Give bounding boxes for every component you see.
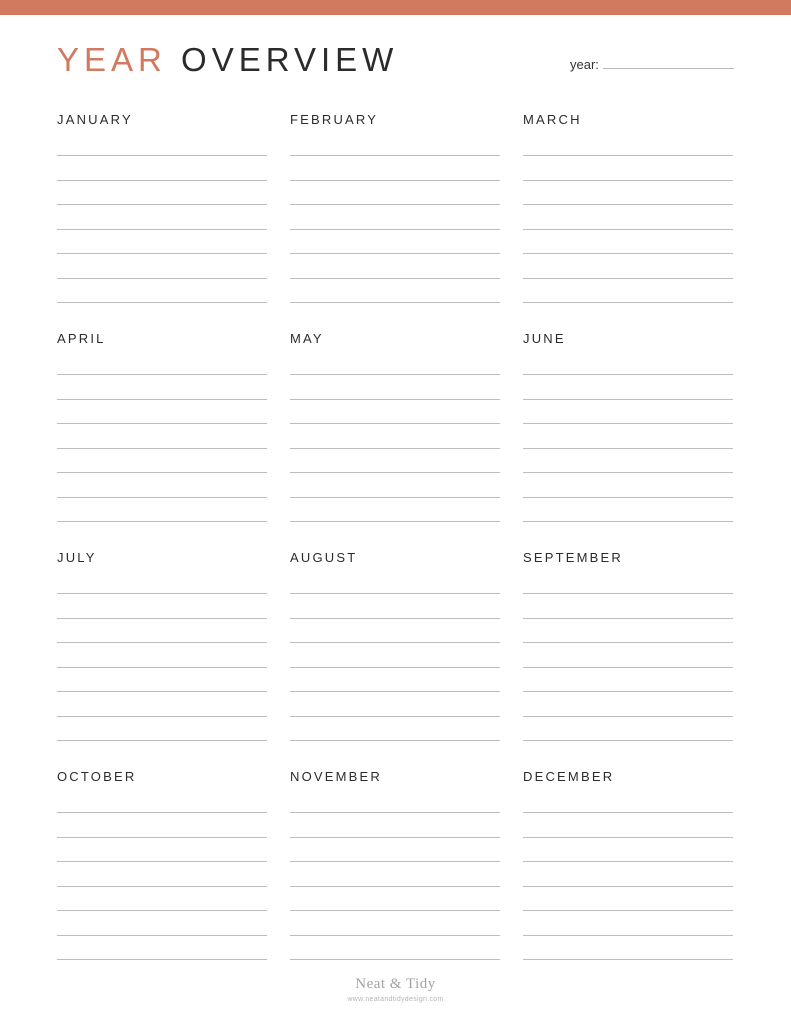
month-entry-line[interactable]: [57, 837, 267, 838]
month-entry-line[interactable]: [523, 740, 733, 741]
month-name: AUGUST: [290, 550, 358, 565]
month-name: FEBRUARY: [290, 112, 379, 127]
month-entry-line[interactable]: [57, 959, 267, 960]
month-entry-line[interactable]: [57, 691, 267, 692]
month-entry-line[interactable]: [57, 423, 267, 424]
month-entry-line[interactable]: [57, 448, 267, 449]
month-name: SEPTEMBER: [523, 550, 623, 565]
month-entry-line[interactable]: [290, 837, 500, 838]
month-entry-line[interactable]: [523, 278, 733, 279]
month-block-january: [57, 112, 267, 304]
month-entry-line[interactable]: [290, 667, 500, 668]
month-entry-line[interactable]: [290, 155, 500, 156]
month-entry-line[interactable]: [523, 399, 733, 400]
month-entry-line[interactable]: [57, 229, 267, 230]
month-entry-line[interactable]: [290, 423, 500, 424]
month-entry-line[interactable]: [523, 837, 733, 838]
month-entry-line[interactable]: [523, 812, 733, 813]
month-entry-line[interactable]: [57, 667, 267, 668]
month-block-august: [290, 550, 500, 742]
month-entry-line[interactable]: [290, 910, 500, 911]
month-name: MAY: [290, 331, 324, 346]
month-entry-line[interactable]: [57, 180, 267, 181]
month-entry-line[interactable]: [290, 302, 500, 303]
month-entry-line[interactable]: [290, 886, 500, 887]
year-input-line[interactable]: [603, 56, 734, 69]
month-entry-line[interactable]: [57, 642, 267, 643]
month-entry-line[interactable]: [290, 399, 500, 400]
month-entry-line[interactable]: [290, 618, 500, 619]
month-entry-line[interactable]: [290, 497, 500, 498]
month-entry-line[interactable]: [290, 278, 500, 279]
month-block-october: [57, 769, 267, 961]
month-block-february: [290, 112, 500, 304]
month-name: NOVEMBER: [290, 769, 383, 784]
month-entry-line[interactable]: [523, 180, 733, 181]
month-entry-line[interactable]: [57, 716, 267, 717]
month-entry-line[interactable]: [523, 716, 733, 717]
month-entry-line[interactable]: [523, 472, 733, 473]
month-entry-line[interactable]: [57, 253, 267, 254]
month-entry-line[interactable]: [290, 691, 500, 692]
month-entry-line[interactable]: [523, 253, 733, 254]
month-entry-line[interactable]: [523, 302, 733, 303]
month-entry-line[interactable]: [57, 374, 267, 375]
month-entry-line[interactable]: [290, 253, 500, 254]
month-entry-line[interactable]: [57, 497, 267, 498]
month-entry-line[interactable]: [57, 593, 267, 594]
month-block-march: [523, 112, 733, 304]
month-entry-line[interactable]: [290, 861, 500, 862]
month-entry-line[interactable]: [523, 497, 733, 498]
month-block-september: [523, 550, 733, 742]
month-entry-line[interactable]: [57, 521, 267, 522]
month-entry-line[interactable]: [290, 204, 500, 205]
month-entry-line[interactable]: [523, 642, 733, 643]
month-entry-line[interactable]: [57, 812, 267, 813]
month-entry-line[interactable]: [290, 374, 500, 375]
month-entry-line[interactable]: [290, 521, 500, 522]
month-entry-line[interactable]: [290, 935, 500, 936]
month-entry-line[interactable]: [57, 618, 267, 619]
month-entry-line[interactable]: [523, 667, 733, 668]
month-entry-line[interactable]: [523, 448, 733, 449]
month-entry-line[interactable]: [290, 812, 500, 813]
month-entry-line[interactable]: [523, 959, 733, 960]
month-entry-line[interactable]: [290, 740, 500, 741]
month-entry-line[interactable]: [57, 399, 267, 400]
month-entry-line[interactable]: [57, 155, 267, 156]
month-block-november: [290, 769, 500, 961]
month-entry-line[interactable]: [523, 861, 733, 862]
month-name: JANUARY: [57, 112, 133, 127]
page-title-accent: YEAR: [57, 41, 167, 78]
month-block-june: [523, 331, 733, 523]
top-accent-bar: [0, 0, 791, 15]
month-name: APRIL: [57, 331, 106, 346]
page-title-rest: OVERVIEW: [181, 41, 399, 78]
month-entry-line[interactable]: [290, 959, 500, 960]
month-name: MARCH: [523, 112, 582, 127]
month-block-may: [290, 331, 500, 523]
month-entry-line[interactable]: [57, 204, 267, 205]
month-entry-line[interactable]: [523, 521, 733, 522]
month-name: JUNE: [523, 331, 566, 346]
month-entry-line[interactable]: [523, 204, 733, 205]
month-entry-line[interactable]: [290, 642, 500, 643]
month-entry-line[interactable]: [523, 691, 733, 692]
month-entry-line[interactable]: [57, 886, 267, 887]
month-entry-line[interactable]: [290, 472, 500, 473]
month-entry-line[interactable]: [290, 229, 500, 230]
month-entry-line[interactable]: [57, 935, 267, 936]
year-label: year:: [570, 57, 599, 72]
page-title: [57, 40, 398, 80]
month-entry-line[interactable]: [57, 472, 267, 473]
month-block-april: [57, 331, 267, 523]
month-block-december: [523, 769, 733, 961]
month-block-july: [57, 550, 267, 742]
month-entry-line[interactable]: [57, 302, 267, 303]
month-entry-line[interactable]: [523, 593, 733, 594]
month-entry-line[interactable]: [57, 278, 267, 279]
month-entry-line[interactable]: [523, 374, 733, 375]
month-name: DECEMBER: [523, 769, 615, 784]
month-name: JULY: [57, 550, 97, 565]
month-entry-line[interactable]: [290, 180, 500, 181]
month-entry-line[interactable]: [290, 448, 500, 449]
month-entry-line[interactable]: [523, 229, 733, 230]
month-entry-line[interactable]: [57, 740, 267, 741]
month-entry-line[interactable]: [290, 593, 500, 594]
month-name: OCTOBER: [57, 769, 137, 784]
month-entry-line[interactable]: [523, 935, 733, 936]
month-entry-line[interactable]: [57, 861, 267, 862]
month-entry-line[interactable]: [523, 910, 733, 911]
month-entry-line[interactable]: [523, 886, 733, 887]
month-entry-line[interactable]: [290, 716, 500, 717]
month-entry-line[interactable]: [523, 618, 733, 619]
month-entry-line[interactable]: [523, 423, 733, 424]
month-entry-line[interactable]: [523, 155, 733, 156]
year-field: [570, 56, 734, 72]
footer-url: www.neatandtidydesign.com: [347, 996, 444, 1003]
month-entry-line[interactable]: [57, 910, 267, 911]
footer-brand: Neat & Tidy: [355, 976, 436, 992]
